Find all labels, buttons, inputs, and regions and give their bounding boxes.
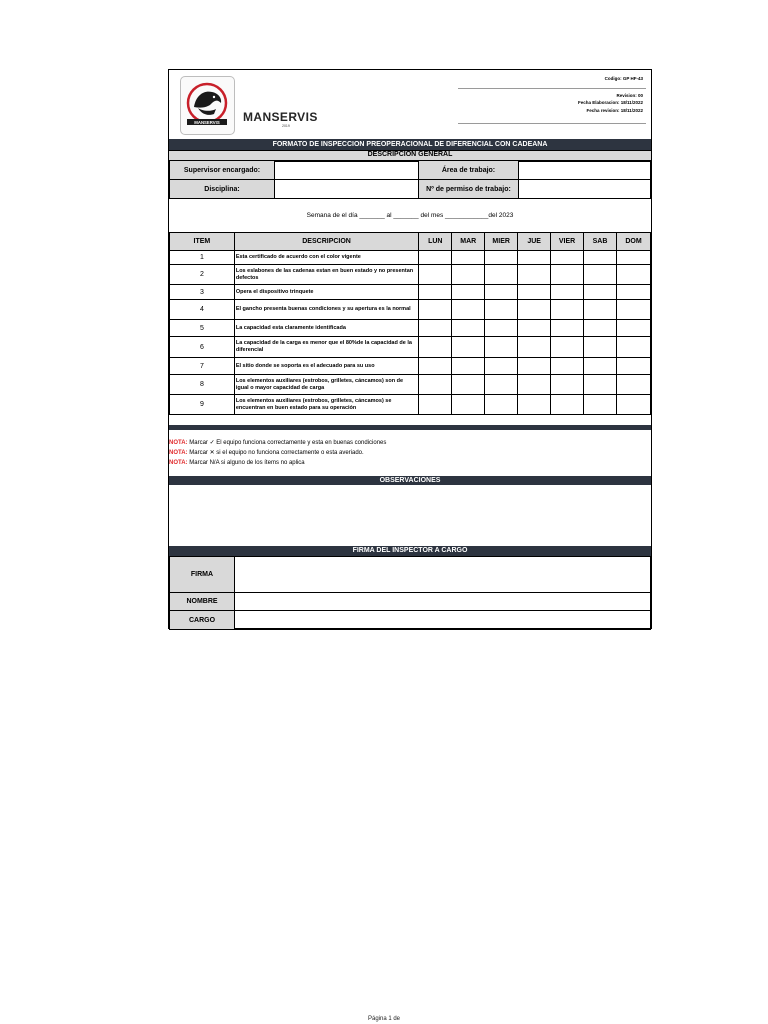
check-cell-sab[interactable] xyxy=(584,285,617,300)
check-cell-sab[interactable] xyxy=(584,320,617,337)
check-cell-vier[interactable] xyxy=(551,265,584,285)
doc-revision: Revision: 00 xyxy=(616,93,643,98)
table-header-row xyxy=(170,233,651,251)
page-footer: Página 1 de xyxy=(367,1016,401,1022)
doc-code: Codigo: GP HF-43 xyxy=(604,76,643,81)
check-cell-mier[interactable] xyxy=(485,300,518,320)
check-cell-mar[interactable] xyxy=(452,251,485,265)
check-cell-dom[interactable] xyxy=(616,320,650,337)
check-cell-vier[interactable] xyxy=(551,285,584,300)
check-cell-mier[interactable] xyxy=(485,358,518,375)
row-item-number: 5 xyxy=(170,320,235,337)
check-cell-dom[interactable] xyxy=(616,358,650,375)
check-cell-dom[interactable] xyxy=(616,375,650,395)
check-cell-mier[interactable] xyxy=(485,285,518,300)
check-cell-sab[interactable] xyxy=(584,337,617,358)
row-item-number: 7 xyxy=(170,358,235,375)
table-row xyxy=(170,285,651,300)
note-line: NOTA: Marcar ✓ El equipo funciona correctamente y esta en buenas condiciones xyxy=(169,440,387,446)
check-cell-dom[interactable] xyxy=(616,337,650,358)
table-row xyxy=(170,375,651,395)
header-sab: SAB xyxy=(584,233,617,251)
header-item: ITEM xyxy=(170,233,235,251)
check-cell-jue[interactable] xyxy=(518,285,551,300)
check-cell-vier[interactable] xyxy=(551,395,584,415)
header-mier: MIER xyxy=(485,233,518,251)
check-cell-sab[interactable] xyxy=(584,300,617,320)
panther-logo-icon xyxy=(184,81,230,129)
check-cell-vier[interactable] xyxy=(551,300,584,320)
row-item-number: 3 xyxy=(170,285,235,300)
check-cell-jue[interactable] xyxy=(518,320,551,337)
doc-fecha-elaboracion: Fecha Elaboracion: 18/11/2022 xyxy=(577,100,643,105)
check-cell-jue[interactable] xyxy=(518,375,551,395)
table-row xyxy=(170,395,651,415)
check-cell-dom[interactable] xyxy=(616,251,650,265)
header-vier: VIER xyxy=(551,233,584,251)
brand-name: MANSERVIS xyxy=(243,110,318,124)
check-cell-mar[interactable] xyxy=(452,375,485,395)
form-title: FORMATO DE INSPECCION PREOPERACIONAL DE DIFERENCIAL CON CADEANA xyxy=(169,139,651,150)
check-cell-mier[interactable] xyxy=(485,265,518,285)
check-cell-vier[interactable] xyxy=(551,251,584,265)
table-row xyxy=(170,358,651,375)
row-item-number: 9 xyxy=(170,395,235,415)
check-cell-lun[interactable] xyxy=(419,251,452,265)
check-cell-mier[interactable] xyxy=(485,251,518,265)
company-logo xyxy=(180,76,235,135)
check-cell-vier[interactable] xyxy=(551,358,584,375)
check-cell-mar[interactable] xyxy=(452,395,485,415)
check-cell-mar[interactable] xyxy=(452,285,485,300)
row-description: Los eslabones de las cadenas estan en buen estado y no presentan defectos xyxy=(234,265,418,285)
check-cell-dom[interactable] xyxy=(616,395,650,415)
check-cell-sab[interactable] xyxy=(584,251,617,265)
row-item-number: 6 xyxy=(170,337,235,358)
row-description: Esta certificado de acuerdo con el color vigente xyxy=(234,251,418,265)
check-cell-jue[interactable] xyxy=(518,251,551,265)
disciplina-label: Disciplina: xyxy=(170,180,275,199)
firma-label: FIRMA xyxy=(170,557,235,593)
check-cell-lun[interactable] xyxy=(419,375,452,395)
header-descripcion: DESCRIPCION xyxy=(234,233,418,251)
cargo-field[interactable] xyxy=(235,611,651,630)
row-item-number: 4 xyxy=(170,300,235,320)
table-row xyxy=(170,320,651,337)
area-label: Área de trabajo: xyxy=(419,161,519,180)
check-cell-mar[interactable] xyxy=(452,300,485,320)
table-row xyxy=(170,251,651,265)
check-cell-sab[interactable] xyxy=(584,375,617,395)
row-item-number: 8 xyxy=(170,375,235,395)
nombre-field[interactable] xyxy=(235,593,651,611)
inspection-form xyxy=(168,69,652,629)
row-description: El gancho presenta buenas condiciones y su apertura es la normal xyxy=(234,300,418,320)
check-cell-mar[interactable] xyxy=(452,265,485,285)
meta-divider xyxy=(458,88,646,89)
check-cell-mar[interactable] xyxy=(452,320,485,337)
check-cell-lun[interactable] xyxy=(419,358,452,375)
check-cell-lun[interactable] xyxy=(419,395,452,415)
firma-field[interactable] xyxy=(235,557,651,593)
row-description: La capacidad de la carga es menor que el 80%de la capacidad de la diferencial xyxy=(234,337,418,358)
row-description: El sitio donde se soporta es el adecuado para su uso xyxy=(234,358,418,375)
form-header xyxy=(169,70,651,138)
check-cell-lun[interactable] xyxy=(419,265,452,285)
note-line: NOTA: Marcar ✕ si el equipo no funciona correctamente o esta averiado. xyxy=(169,450,364,456)
check-cell-jue[interactable] xyxy=(518,395,551,415)
permiso-field[interactable] xyxy=(519,180,651,199)
check-cell-lun[interactable] xyxy=(419,337,452,358)
table-row xyxy=(170,300,651,320)
row-description: Los elementos auxiliares (estrobos, grilletes, cáncamos) son de igual o mayor capacidad de carga xyxy=(234,375,418,395)
row-description: La capacidad esta claramente identificada xyxy=(234,320,418,337)
check-cell-vier[interactable] xyxy=(551,375,584,395)
check-cell-mar[interactable] xyxy=(452,358,485,375)
supervisor-label: Supervisor encargado: xyxy=(170,161,275,180)
check-cell-sab[interactable] xyxy=(584,395,617,415)
check-cell-dom[interactable] xyxy=(616,285,650,300)
section-observaciones: OBSERVACIONES xyxy=(169,476,651,485)
section-descripcion-general: DESCRIPCION GENERAL xyxy=(169,150,651,162)
permiso-label: Nº de permiso de trabajo: xyxy=(419,180,519,199)
check-cell-lun[interactable] xyxy=(419,285,452,300)
check-cell-lun[interactable] xyxy=(419,320,452,337)
row-item-number: 1 xyxy=(170,251,235,265)
table-end-bar xyxy=(169,425,651,430)
week-line: Semana de el día _______ al _______ del mes ____________del 2023 xyxy=(306,212,514,219)
row-description: Los elementos auxiliares (estrobos, grilletes, cáncamos) se encuentran en buen estado para su operación xyxy=(234,395,418,415)
check-cell-jue[interactable] xyxy=(518,265,551,285)
firma-table xyxy=(169,556,651,630)
check-cell-mier[interactable] xyxy=(485,375,518,395)
general-info-table xyxy=(169,160,651,199)
table-row xyxy=(170,337,651,358)
note-line: NOTA: Marcar N/A si alguno de los ítems no aplica xyxy=(169,460,305,466)
row-item-number: 2 xyxy=(170,265,235,285)
header-jue: JUE xyxy=(518,233,551,251)
check-cell-mier[interactable] xyxy=(485,395,518,415)
section-firma: FIRMA DEL INSPECTOR A CARGO xyxy=(169,546,651,556)
notes-block xyxy=(169,438,386,468)
meta-divider xyxy=(458,123,646,124)
logo-text: MANSERVIS xyxy=(194,119,220,125)
observaciones-field[interactable] xyxy=(169,485,651,546)
supervisor-field[interactable] xyxy=(275,161,419,180)
check-cell-mier[interactable] xyxy=(485,337,518,358)
check-cell-jue[interactable] xyxy=(518,337,551,358)
disciplina-field[interactable] xyxy=(275,180,419,199)
check-cell-dom[interactable] xyxy=(616,265,650,285)
check-cell-mar[interactable] xyxy=(452,337,485,358)
check-cell-sab[interactable] xyxy=(584,265,617,285)
doc-fecha-revision: Fecha revision: 18/11/2022 xyxy=(586,108,643,113)
header-dom: DOM xyxy=(616,233,650,251)
brand-subtitle: 2019 xyxy=(282,124,290,128)
check-cell-mier[interactable] xyxy=(485,320,518,337)
nombre-label: NOMBRE xyxy=(170,593,235,611)
row-description: Opera el dispositivo trinquete xyxy=(234,285,418,300)
table-row xyxy=(170,265,651,285)
header-lun: LUN xyxy=(419,233,452,251)
check-cell-vier[interactable] xyxy=(551,337,584,358)
check-cell-vier[interactable] xyxy=(551,320,584,337)
check-cell-sab[interactable] xyxy=(584,358,617,375)
check-cell-lun[interactable] xyxy=(419,300,452,320)
check-cell-jue[interactable] xyxy=(518,358,551,375)
area-field[interactable] xyxy=(519,161,651,180)
inspection-table xyxy=(169,232,651,415)
header-mar: MAR xyxy=(452,233,485,251)
cargo-label: CARGO xyxy=(170,611,235,630)
check-cell-jue[interactable] xyxy=(518,300,551,320)
check-cell-dom[interactable] xyxy=(616,300,650,320)
